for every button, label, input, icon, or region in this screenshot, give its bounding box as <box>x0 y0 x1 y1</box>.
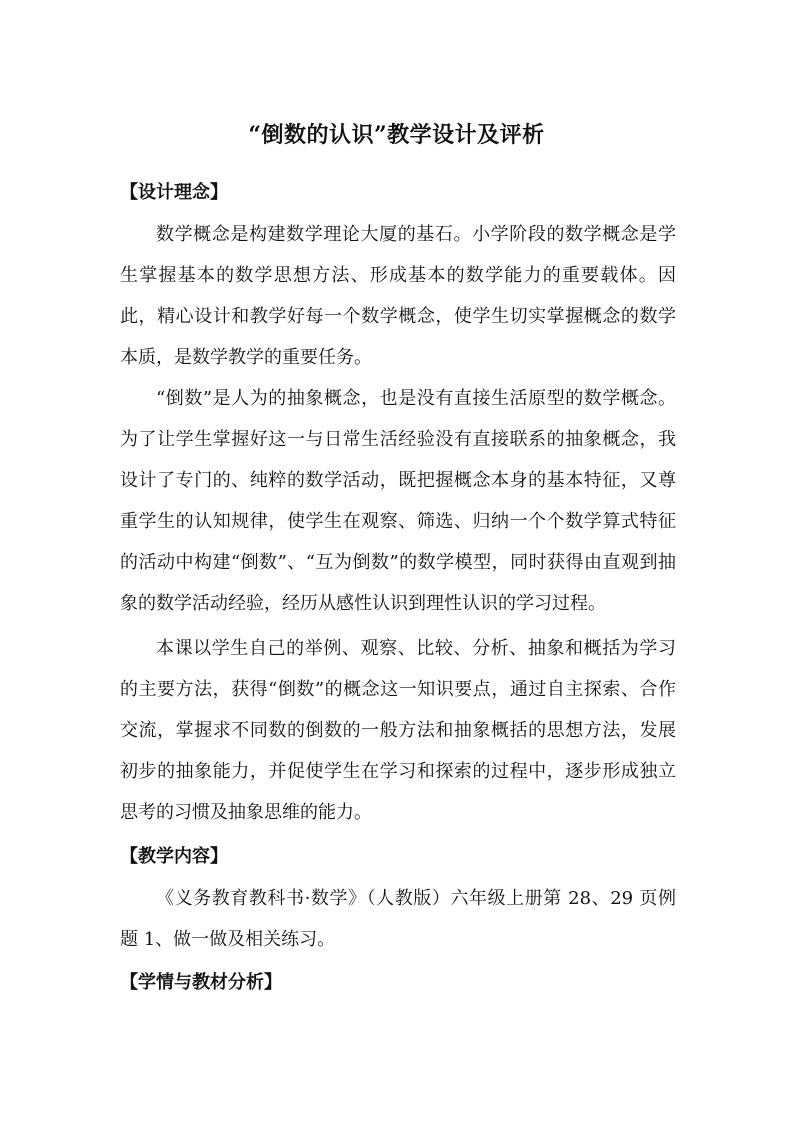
section-heading-learning-analysis: 【学情与教材分析】 <box>120 972 282 993</box>
section-heading-teaching-content: 【教学内容】 <box>120 846 228 867</box>
paragraph-design-concept-1: 数学概念是构建数学理论大厦的基石。小学阶段的数学概念是学生掌握基本的数学思想方法、形成基本的数学能力的重要载体。因此，精心设计和教学好每一个数学概念，使学生切实掌握概念的数学本质，是数学教学的重要任务。 <box>120 224 676 368</box>
document-title: “倒数的认识”教学设计及评析 <box>248 122 545 148</box>
section-heading-design-concept: 【设计理念】 <box>120 182 228 203</box>
paragraph-teaching-content: 《义务教育教科书·数学》（人教版）六年级上册第 28、29 页例题 1、做一做及相关练习。 <box>120 888 676 950</box>
paragraph-design-concept-3: 本课以学生自己的举例、观察、比较、分析、抽象和概括为学习的主要方法，获得“倒数”的概念这一知识要点，通过自主探索、合作交流，掌握求不同数的倒数的一般方法和抽象概括的思想方法，发展初步的抽象能力，并促使学生在学习和探索的过程中，逐步形成独立思考的习惯及抽象思维的能力。 <box>120 638 676 823</box>
paragraph-design-concept-2: “倒数”是人为的抽象概念，也是没有直接生活原型的数学概念。为了让学生掌握好这一与日常生活经验没有直接联系的抽象概念，我设计了专门的、纯粹的数学活动，既把握概念本身的基本特征，又尊重学生的认知规律，使学生在观察、筛选、归纳一个个数学算式特征的活动中构建“倒数”、“互为倒数”的数学模型，同时获得由直观到抽象的数学活动经验，经历从感性认识到理性认识的学习过程。 <box>120 388 676 614</box>
